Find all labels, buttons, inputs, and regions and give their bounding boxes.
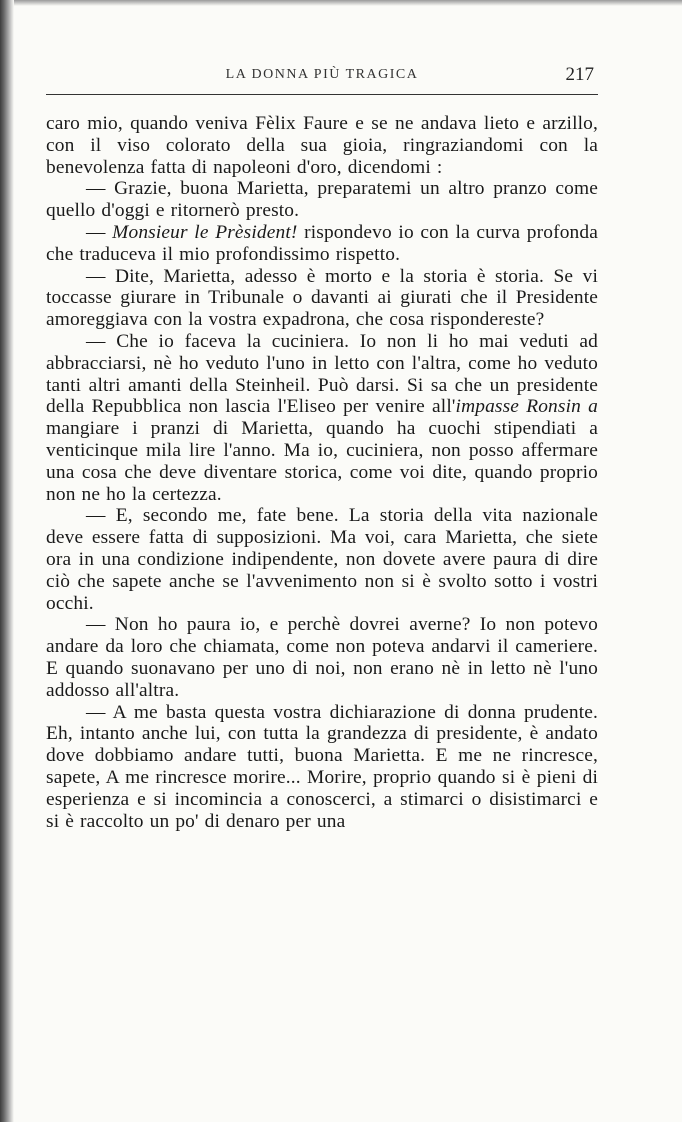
paragraph-text: — Grazie, buona Marietta, preparatemi un altro pranzo come quello d'oggi e ritornerò presto.	[46, 178, 598, 222]
paragraph-5	[46, 331, 598, 505]
paragraph-text: rispondevo io con la curva profonda che traduceva il mio profondissimo rispetto.	[46, 221, 598, 265]
paragraph-8	[46, 702, 598, 833]
paragraph-3	[46, 222, 598, 266]
paragraph-text: caro mio, quando veniva Fèlix Faure e se ne andava lieto e arzillo, con il viso colorato della sua gioia, ringraziandomi con la benevolenza fatta di napoleoni d'oro, dicendomi :	[46, 113, 598, 178]
paragraph-text: — Dite, Marietta, adesso è morto e la storia è storia. Se vi toccasse giurare in Tribunale o davanti ai giurati che il Presidente amoreggiava con la vostra expadrona, che cosa rispondereste?	[46, 265, 598, 331]
paragraph-1	[46, 113, 598, 178]
paragraph-text: — A me basta questa vostra dichiarazione di donna prudente. Eh, intanto anche lui, con tutta la grandezza di presidente, è andato dove dobbiamo andare tutti, buona Marietta. E me ne rincresce, sapete, A me rincresce morire... Morire, proprio quando si è pieni di esperienza e si incomincia a conoscerci, a stimarci o disistimarci e si è raccolto un po' di denaro per una	[46, 701, 598, 832]
italic-phrase: Monsieur le Prèsident!	[112, 221, 298, 243]
dialogue-dash: —	[86, 221, 113, 243]
book-spine-shadow	[0, 0, 14, 1122]
page-number: 217	[565, 64, 594, 85]
running-title: LA DONNA PIÙ TRAGICA	[225, 67, 419, 82]
paragraph-text: mangiare i pranzi di Marietta, quando ha cuochi stipendiati a venticinque mila lire l'anno. Ma io, cuciniera, non posso affermare una cosa che deve diventare storica, come voi dite, quando proprio non ne ho la certezza.	[46, 418, 598, 505]
body-text	[46, 113, 598, 832]
paragraph-2	[46, 178, 598, 222]
header-rule	[46, 94, 598, 95]
running-head	[46, 64, 598, 88]
paragraph-text: — E, secondo me, fate bene. La storia della vita nazionale deve essere fatta di supposizioni. Ma voi, cara Marietta, che siete ora in una condizione indipendente, non dovete avere paura di dire ciò che sapete anche se l'avvenimento non si è svolto sotto i vostri occhi.	[46, 505, 598, 614]
italic-phrase: impasse Ronsin a	[455, 396, 598, 418]
paragraph-text: — Che io faceva la cuciniera. Io non li ho mai veduti ad abbracciarsi, nè ho veduto l'uno in letto con l'altra, come ho veduto tanti altri amanti della Steinheil. Può darsi. Si sa che un presidente della Repubblica non lascia l'Eliseo per venire all'	[46, 330, 598, 418]
paragraph-7	[46, 614, 598, 701]
paragraph-text: — Non ho paura io, e perchè dovrei averne? Io non potevo andare da loro che chiamata, come non poteva andarvi il cameriere. E quando suonavano per uno di noi, non erano nè in letto nè l'uno addosso all'altra.	[46, 614, 598, 701]
paragraph-6	[46, 505, 598, 614]
scan-top-edge	[0, 0, 682, 6]
paragraph-4	[46, 266, 598, 331]
